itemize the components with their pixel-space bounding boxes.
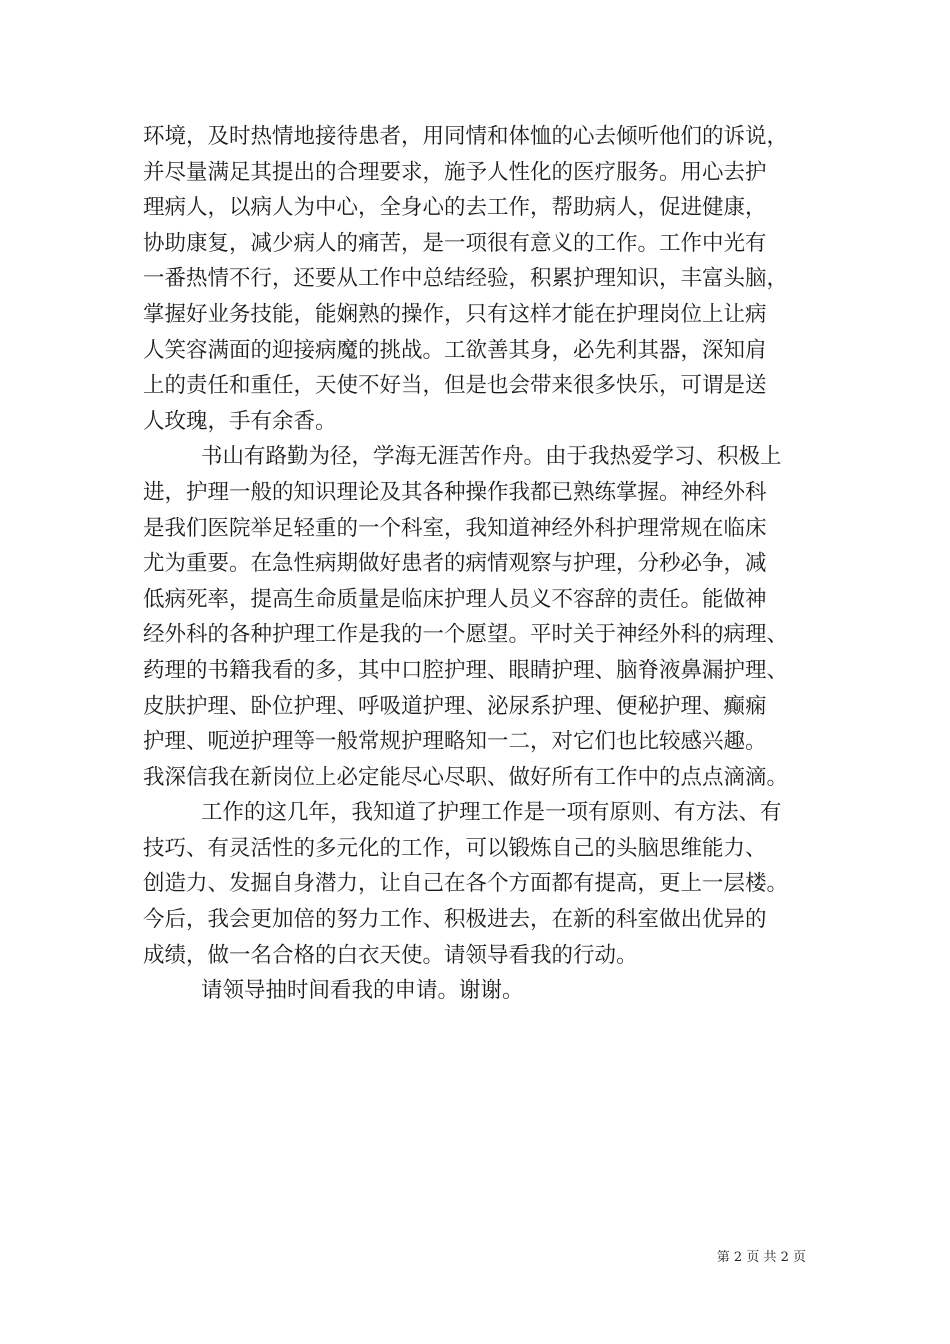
paragraph bbox=[143, 795, 813, 973]
text-line: 低病死率，提高生命质量是临床护理人员义不容辞的责任。能做神 bbox=[143, 586, 767, 612]
text-line: 我深信我在新岗位上必定能尽心尽职、做好所有工作中的点点滴滴。 bbox=[143, 764, 789, 790]
text-line: 书山有路勤为径，学海无涯苦作舟。由于我热爱学习、积极上 bbox=[201, 444, 782, 470]
paragraph bbox=[143, 439, 813, 795]
text-line: 理病人，以病人为中心，全身心的去工作，帮助病人，促进健康， bbox=[143, 195, 767, 221]
text-line: 皮肤护理、卧位护理、呼吸道护理、泌尿系护理、便秘护理、癫痫 bbox=[143, 693, 767, 719]
page-number-footer: 第 2 页 共 2 页 bbox=[716, 1250, 806, 1265]
text-line: 人笑容满面的迎接病魔的挑战。工欲善其身，必先利其器，深知肩 bbox=[143, 337, 767, 363]
text-line: 经外科的各种护理工作是我的一个愿望。平时关于神经外科的病理、 bbox=[143, 622, 789, 648]
text-line: 尤为重要。在急性病期做好患者的病情观察与护理，分秒必争，减 bbox=[143, 551, 767, 577]
text-line: 是我们医院举足轻重的一个科室，我知道神经外科护理常规在临床 bbox=[143, 515, 767, 541]
text-line: 药理的书籍我看的多，其中口腔护理、眼睛护理、脑脊液鼻漏护理、 bbox=[143, 657, 789, 683]
text-line: 协助康复，减少病人的痛苦，是一项很有意义的工作。工作中光有 bbox=[143, 230, 767, 256]
text-line: 今后，我会更加倍的努力工作、积极进去，在新的科室做出优异的 bbox=[143, 907, 767, 933]
text-line: 成绩，做一名合格的白衣天使。请领导看我的行动。 bbox=[143, 942, 638, 968]
text-line: 环境，及时热情地接待患者，用同情和体恤的心去倾听他们的诉说， bbox=[143, 124, 789, 149]
text-line: 技巧、有灵活性的多元化的工作，可以锻炼自己的头脑思维能力、 bbox=[143, 835, 767, 861]
text-line: 工作的这几年，我知道了护理工作是一项有原则、有方法、有 bbox=[201, 800, 782, 826]
text-line: 一番热情不行，还要从工作中总结经验，积累护理知识，丰富头脑， bbox=[143, 266, 789, 292]
text-line: 请领导抽时间看我的申请。谢谢。 bbox=[201, 978, 524, 1004]
document-body bbox=[143, 119, 813, 1009]
paragraph bbox=[143, 973, 813, 1009]
paragraph bbox=[143, 119, 813, 439]
text-line: 护理、呃逆护理等一般常规护理略知一二，对它们也比较感兴趣。 bbox=[143, 729, 767, 755]
text-line: 人玫瑰，手有余香。 bbox=[143, 408, 337, 434]
text-line: 并尽量满足其提出的合理要求，施予人性化的医疗服务。用心去护 bbox=[143, 159, 767, 185]
text-line: 创造力、发掘自身潜力，让自己在各个方面都有提高，更上一层楼。 bbox=[143, 871, 789, 897]
text-line: 上的责任和重任，天使不好当，但是也会带来很多快乐，可谓是送 bbox=[143, 373, 767, 399]
text-line: 进，护理一般的知识理论及其各种操作我都已熟练掌握。神经外科 bbox=[143, 479, 767, 505]
text-line: 掌握好业务技能，能娴熟的操作，只有这样才能在护理岗位上让病 bbox=[143, 301, 767, 327]
